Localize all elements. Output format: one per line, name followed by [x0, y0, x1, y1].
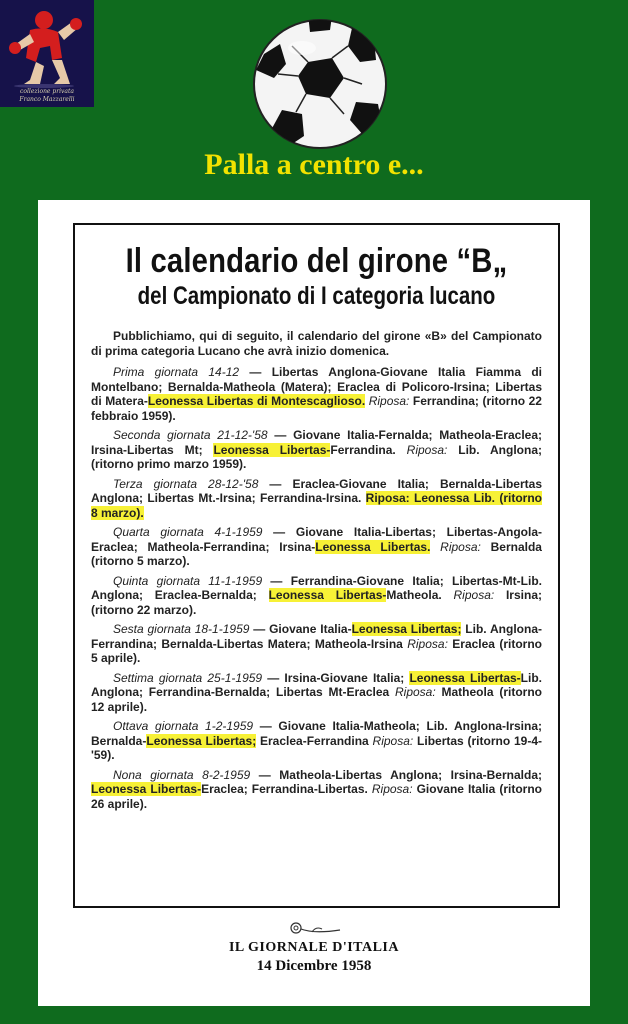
team-highlight: Leonessa Libertas-: [409, 670, 521, 685]
round-label: Terza giornata 28-12-'58: [113, 476, 259, 491]
round-text: Lib. Anglona; (ritorno primo marzo 1959).: [91, 442, 542, 471]
soccer-ball-icon: [252, 18, 388, 150]
rounds-list: [91, 365, 542, 811]
riposo-label: Riposa:: [371, 782, 413, 796]
riposo-label: Riposa:: [453, 588, 495, 602]
team-highlight: Riposa: Leonessa Lib. (ritorno 8 marzo).: [91, 491, 542, 520]
article-body: [91, 329, 542, 811]
round-text: Matheola.: [386, 588, 454, 602]
riposo-label: Riposa:: [368, 394, 410, 408]
round-text: Ferrandina.: [330, 442, 407, 457]
round-text: Ferrandina; (ritorno 22 febbraio 1959).: [91, 394, 542, 423]
round-label: Sesta giornata 18-1-1959: [113, 622, 250, 636]
article-subtitle: del Campionato di I categoria lucano: [137, 282, 496, 310]
team-highlight: Leonessa Libertas.: [315, 539, 431, 554]
round-label: Ottava giornata 1-2-1959: [113, 719, 254, 733]
round-label: Seconda giornata 21-12-'58: [113, 428, 268, 442]
logo-caption-line1: collezione privata: [20, 88, 74, 95]
round-text: — Giovane Italia-Fernalda; Matheola-Eraclea; Irsina-Libertas Mt;: [91, 428, 542, 457]
round-text: — Ferrandina-Giovane Italia; Libertas-Mt-Lib. Anglona; Eraclea-Bernalda;: [91, 573, 542, 602]
newspaper-date: 14 Dicembre 1958: [256, 958, 372, 974]
round-label: Quarta giornata 4-1-1959: [113, 525, 263, 539]
riposo-label: Riposa:: [372, 733, 414, 748]
round-text: Lib. Anglona-Ferrandina; Bernalda-Libertas Matera; Matheola-Irsina: [91, 622, 542, 651]
newspaper-clipping: [38, 200, 590, 1006]
round-text: Bernalda (ritorno 5 marzo).: [91, 539, 542, 568]
round-text: — Irsina-Giovane Italia;: [262, 670, 410, 685]
round-entry: [91, 719, 542, 763]
headline: Palla a centro e...: [204, 148, 424, 181]
source-footer: [38, 920, 590, 975]
round-text: — Matheola-Libertas Anglona; Irsina-Bernalda;: [250, 767, 542, 782]
newspaper-name: IL GIORNALE D'ITALIA: [228, 940, 399, 955]
round-entry: [91, 622, 542, 666]
round-text: — Giovane Italia-Matheola; Lib. Anglona-Irsina; Bernalda-: [91, 719, 543, 748]
round-text: Giovane Italia (ritorno 26 aprile).: [91, 782, 543, 811]
round-entry: [91, 365, 542, 423]
round-label: Prima giornata 14-12: [113, 365, 240, 379]
team-highlight: Leonessa Libertas di Montescaglioso.: [147, 394, 366, 408]
team-highlight: Leonessa Libertas;: [146, 733, 257, 748]
team-highlight: Leonessa Libertas;: [351, 622, 462, 636]
logo-caption-line2: Franco Mazzarelli: [19, 96, 75, 103]
riposo-label: Riposa:: [395, 685, 436, 699]
round-entry: [91, 768, 542, 812]
round-label: Nona giornata 8-2-1959: [113, 767, 251, 782]
round-entry: [91, 671, 542, 715]
round-label: Quinta giornata 11-1-1959: [113, 573, 263, 588]
article-frame: [73, 223, 560, 908]
round-text: Lib. Anglona; Ferrandina-Bernalda; Libertas Mt-Eraclea: [91, 670, 542, 699]
riposo-label: Riposa:: [406, 442, 448, 457]
riposo-label: Riposa:: [440, 539, 481, 554]
round-text: — Libertas Anglona-Giovane Italia Fiamma di Montelbano; Bernalda-Matheola (Matera); Eraclea di Policoro-Irsina; Libertas di Matera-: [91, 365, 542, 408]
riposo-label: Riposa:: [407, 636, 448, 651]
round-text: — Giovane Italia-: [249, 622, 352, 636]
team-highlight: Leonessa Libertas-: [91, 782, 202, 796]
round-entry: [91, 477, 542, 521]
round-text: Eraclea; Ferrandina-Libertas.: [201, 782, 372, 796]
collection-logo: [0, 0, 94, 107]
round-text: — Giovane Italia-Libertas; Libertas-Angola-Eraclea; Matheola-Ferrandina; Irsina-: [91, 525, 542, 554]
round-text: Libertas (ritorno 19-4-'59).: [91, 733, 542, 762]
round-text: Eraclea-Ferrandina: [256, 733, 373, 748]
article-title: Il calendario del girone “B„: [125, 242, 508, 280]
round-entry: [91, 574, 542, 618]
round-entry: [91, 525, 542, 569]
boxer-silhouette-icon: [0, 0, 94, 90]
round-text: — Eraclea-Giovane Italia; Bernalda-Libertas Anglona; Libertas Mt.-Irsina; Ferrandina-Irsina.: [91, 476, 542, 505]
round-text: Irsina; (ritorno 22 marzo).: [91, 588, 542, 617]
round-text: Matheola (ritorno 12 aprile).: [91, 685, 542, 714]
team-highlight: Leonessa Libertas-: [268, 588, 387, 602]
team-highlight: Leonessa Libertas-: [213, 442, 331, 457]
round-text: Eraclea (ritorno 5 aprile).: [91, 636, 543, 665]
round-entry: [91, 428, 542, 472]
rose-ornament-icon: [284, 920, 344, 938]
round-text: [430, 540, 440, 554]
article-intro: Pubblichiamo, qui di seguito, il calendario del girone «B» del Campionato di prima categoria Lucano che avrà inizio domenica.: [91, 329, 542, 358]
round-label: Settima giornata 25-1-1959: [113, 670, 263, 685]
